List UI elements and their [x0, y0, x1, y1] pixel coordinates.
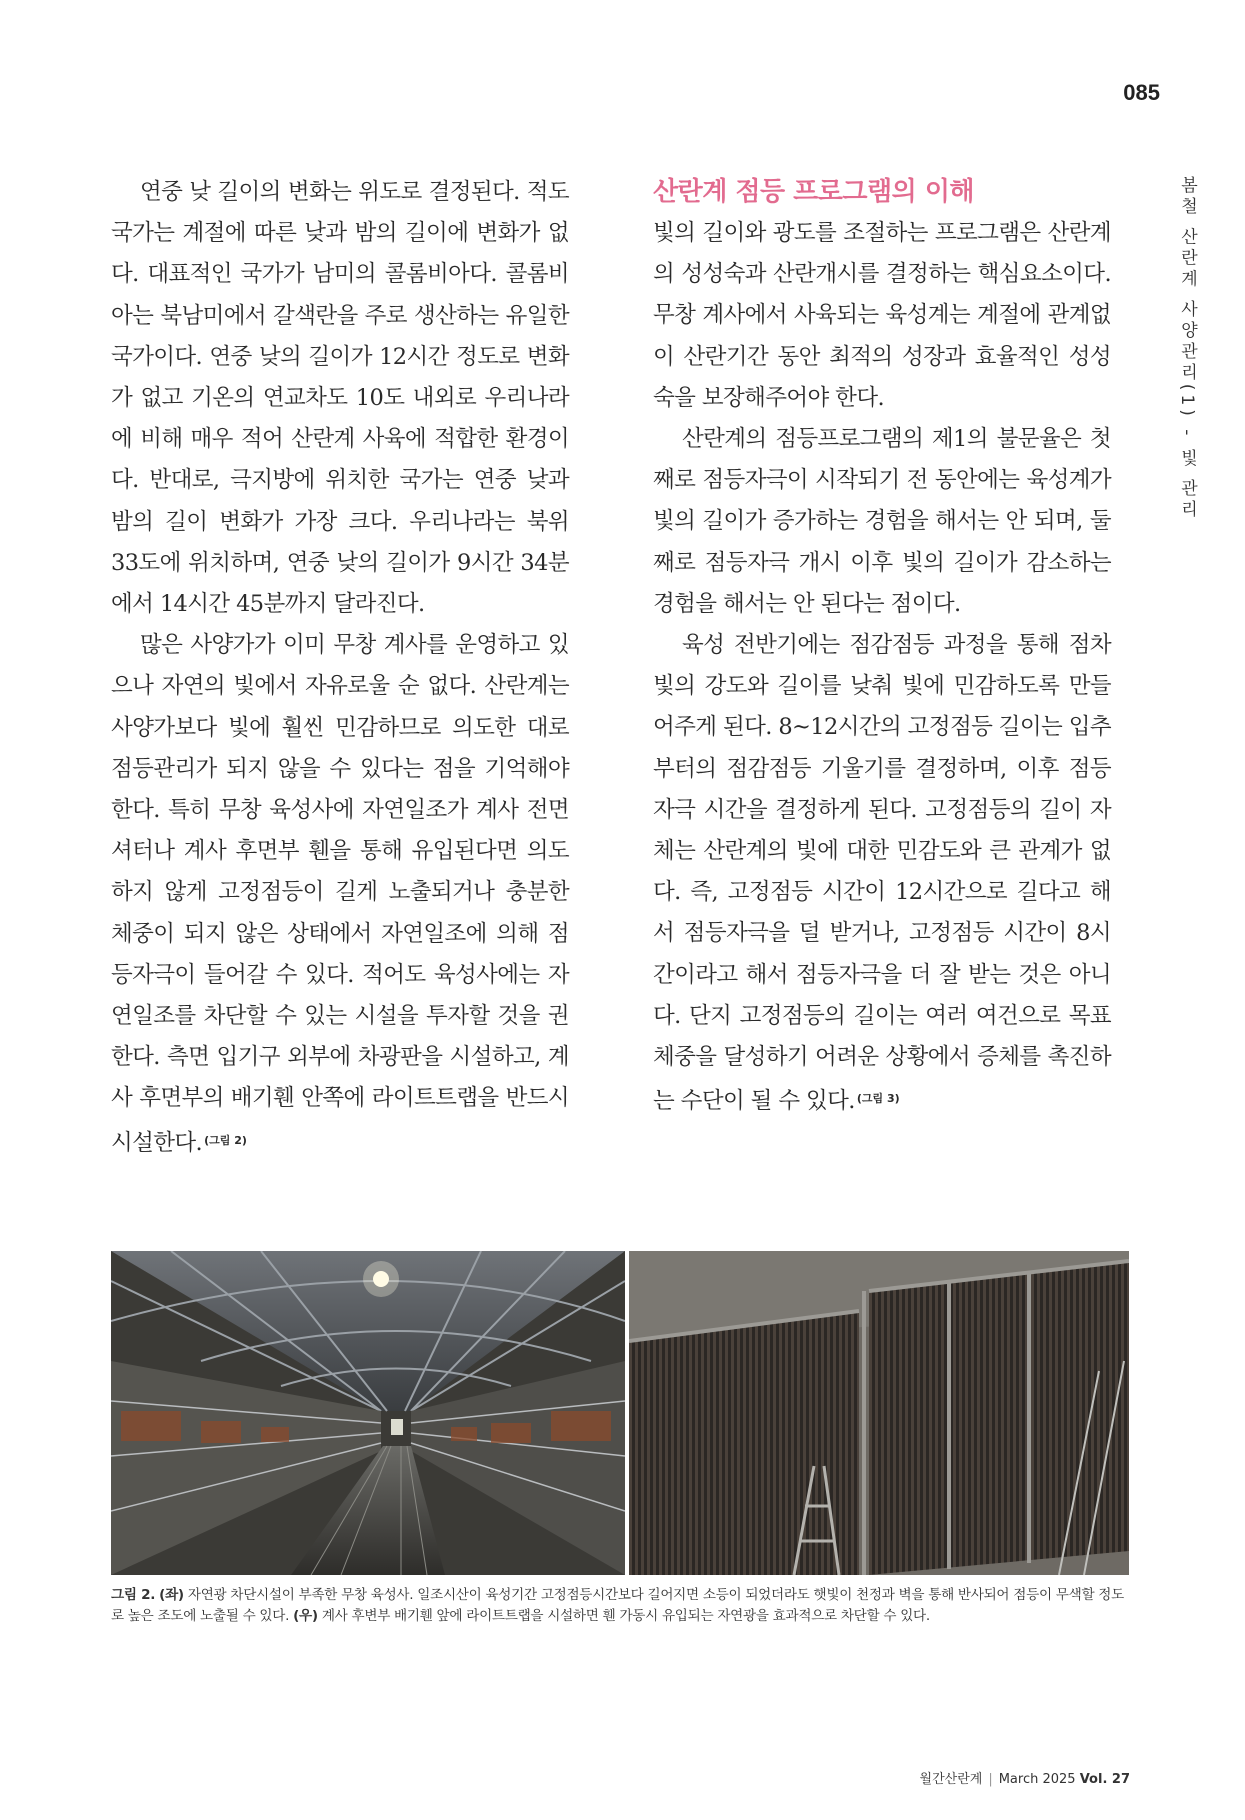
right-column — [653, 172, 1111, 1122]
caption-left-text: 자연광 차단시설이 부족한 무창 육성사. 일조시산이 육성기간 고정점등시간보다 길어지면 소등이 되었더라도 햇빛이 천정과 벽을 통해 반사되어 점등이 무색할 정도로 높은 조도에 노출될 수 있다. — [111, 1587, 1124, 1624]
caption-right-text: 계사 후변부 배기휀 앞에 라이트트랩을 시설하면 휀 가동시 유입되는 자연광을 효과적으로 차단할 수 있다. — [321, 1608, 930, 1624]
light-trap-photo — [629, 1251, 1129, 1575]
caption-left-tag: (좌) — [159, 1587, 184, 1603]
magazine-name: 월간산란계 — [919, 1772, 983, 1787]
paragraph: 빛의 길이와 광도를 조절하는 프로그램은 산란계의 성성숙과 산란개시를 결정하는 핵심요소이다. 무창 계사에서 사육되는 육성계는 계절에 관계없이 산란기간 동안 최적의 성장과 효율적인 성성숙을 보장해주어야 한다. — [653, 220, 1111, 411]
caption-right-tag: (우) — [293, 1608, 318, 1624]
paragraph — [111, 625, 569, 1164]
paragraph: 연중 낮 길이의 변화는 위도로 결정된다. 적도 국가는 계절에 따른 낮과 밤의 길이에 변화가 없다. 대표적인 국가가 남미의 콜롬비아다. 콜롬비아는 북남미에서 갈색란을 주로 생산하는 유일한 국가이다. 연중 낮의 길이가 12시간 정도로 변화가 없고 기온의 연교차도 10도 내외로 우리나라에 비해 매우 적어 산란계 사육에 적합한 환경이다. 반대로, 극지방에 위치한 국가는 연중 낮과 밤의 길이 변화가 가장 크다. 우리나라는 북위 33도에 위치하며, 연중 낮의 길이가 9시간 34분에서 14시간 45분까지 달라진다. — [111, 179, 569, 618]
issue-date: March 2025 — [998, 1772, 1076, 1787]
figure-reference: (그림 3) — [856, 1092, 900, 1106]
figure-caption — [111, 1585, 1129, 1627]
henhouse-interior-photo — [111, 1251, 625, 1575]
issue-volume: Vol. 27 — [1079, 1772, 1130, 1787]
left-column — [111, 172, 569, 1164]
section-heading: 산란계 점등 프로그램의 이해 — [653, 177, 975, 207]
figure-reference: (그림 2) — [204, 1133, 247, 1147]
paragraph — [653, 625, 1111, 1122]
paragraph: 산란계의 점등프로그램의 제1의 불문율은 첫째로 점등자극이 시작되기 전 동안에는 육성계가 빛의 길이가 증가하는 경험을 해서는 안 되며, 둘째로 점등자극 개시 이후 빛의 길이가 감소하는 경험을 해서는 안 된다는 점이다. — [653, 426, 1111, 617]
page-number: 085 — [1123, 80, 1160, 105]
caption-label: 그림 2. — [111, 1587, 156, 1603]
paragraph-text: 육성 전반기에는 점감점등 과정을 통해 점차 빛의 강도와 길이를 낮춰 빛에 민감하도록 만들어주게 된다. 8~12시간의 고정점등 길이는 입추부터의 점감점등 기울기를 결정하며, 이후 점등자극 시간을 결정하게 된다. 고정점등의 길이 자체는 산란계의 빛에 대한 민감도와 큰 관계가 없다. 즉, 고정점등 시간이 12시간으로 길다고 해서 점등자극을 덜 받거나, 고정점등 시간이 8시간이라고 해서 점등자극을 더 잘 받는 것은 아니다. 단지 고정점등의 길이는 여러 여건으로 목표체중을 달성하기 어려운 상황에서 증체를 촉진하는 수단이 될 수 있다. — [653, 632, 1112, 1115]
figure-photos — [111, 1251, 1129, 1575]
side-section-title: 봄철 산란계 사양관리(1) - 빛 관리 — [1177, 176, 1197, 522]
paragraph-text: 많은 사양가가 이미 무창 계사를 운영하고 있으나 자연의 빛에서 자유로울 순 없다. 산란계는 사양가보다 빛에 훨씬 민감하므로 의도한 대로 점등관리가 되지 않을 수 있다는 점을 기억해야 한다. 특히 무창 육성사에 자연일조가 계사 전면셔터나 계사 후면부 휀을 통해 유입된다면 의도하지 않게 고정점등이 길게 노출되거나 충분한 체중이 되지 않은 상태에서 자연일조에 의해 점등자극이 들어갈 수 있다. 적어도 육성사에는 자연일조를 차단할 수 있는 시설을 투자할 것을 권한다. 측면 입기구 외부에 차광판을 시설하고, 계사 후면부의 배기휀 안쪽에 라이트트랩을 반드시 시설한다. — [111, 632, 569, 1156]
page-footer: 월간산란계 | March 2025 Vol. 27 — [919, 1772, 1130, 1787]
